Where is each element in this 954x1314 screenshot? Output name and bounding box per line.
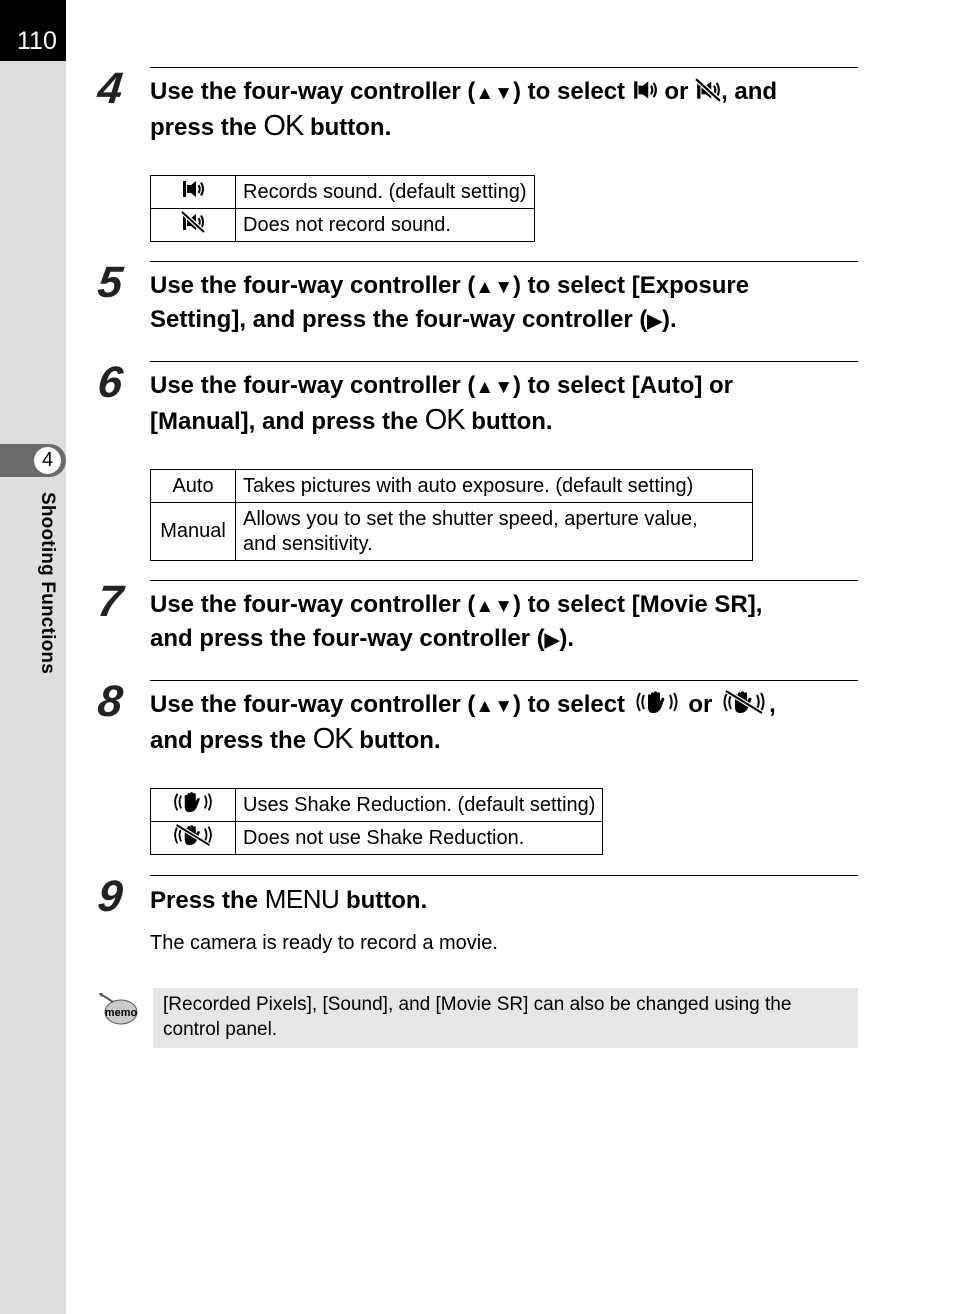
step-divider xyxy=(150,680,858,681)
cell-line: and sensitivity. xyxy=(243,532,373,555)
text: ) to select [Exposure xyxy=(513,272,750,299)
ok-button-label: OK xyxy=(263,110,304,142)
table-row xyxy=(151,176,535,209)
shake-reduction-options-table xyxy=(150,788,603,855)
shake-reduction-on-icon xyxy=(632,689,682,715)
table-cell xyxy=(236,503,753,561)
text: ). xyxy=(662,306,677,333)
text: press the xyxy=(150,114,264,141)
text: Use the four-way controller ( xyxy=(150,78,476,105)
ok-button-label: OK xyxy=(424,404,465,436)
text: and press the xyxy=(150,727,313,754)
text: ) to select [Auto] or xyxy=(513,372,734,399)
text: Use the four-way controller ( xyxy=(150,591,476,618)
icon-cell xyxy=(151,209,236,242)
speaker-off-icon xyxy=(695,78,721,102)
text: Use the four-way controller ( xyxy=(150,272,476,299)
memo-icon-label: memo xyxy=(104,1007,138,1019)
table-row xyxy=(151,822,603,855)
step-divider xyxy=(150,261,858,262)
icon-cell xyxy=(151,176,236,209)
exposure-options-table xyxy=(150,469,753,561)
text: or xyxy=(657,78,696,105)
table-key: Auto xyxy=(151,470,236,503)
table-cell: Uses Shake Reduction. (default setting) xyxy=(236,789,603,822)
text: or xyxy=(681,691,720,718)
chapter-number: 4 xyxy=(34,447,61,474)
step-instruction xyxy=(150,883,858,917)
text: Use the four-way controller ( xyxy=(150,372,476,399)
step-instruction xyxy=(150,370,858,438)
step-divider xyxy=(150,67,858,68)
text: Setting], and press the four-way controller ( xyxy=(150,306,648,333)
speaker-on-icon xyxy=(181,178,205,200)
ok-button-label: OK xyxy=(312,723,353,755)
step-instruction xyxy=(150,76,858,144)
step-instruction xyxy=(150,689,858,757)
text: [Manual], and press the xyxy=(150,408,425,435)
memo-note xyxy=(153,988,858,1048)
speaker-off-icon xyxy=(181,211,205,233)
step-divider xyxy=(150,875,858,876)
icon-cell xyxy=(151,789,236,822)
speaker-on-icon xyxy=(632,78,658,102)
text: and press the four-way controller ( xyxy=(150,625,545,652)
table-cell: Does not use Shake Reduction. xyxy=(236,822,603,855)
step-divider xyxy=(150,580,858,581)
up-down-arrow-icon: ▲▼ xyxy=(475,277,514,298)
menu-button-label: MENU xyxy=(264,884,340,914)
text: Press the xyxy=(150,887,265,914)
text: button. xyxy=(303,114,392,141)
memo-icon xyxy=(97,992,139,1028)
memo-line: [Recorded Pixels], [Sound], and [Movie SR] can also be changed using the xyxy=(163,994,792,1015)
table-cell: Takes pictures with auto exposure. (default setting) xyxy=(236,470,753,503)
step-number: 4 xyxy=(95,64,124,113)
text: ) to select xyxy=(513,691,632,718)
icon-cell xyxy=(151,822,236,855)
text: ). xyxy=(559,625,575,652)
text: ) to select [Movie SR], xyxy=(513,591,763,618)
table-row xyxy=(151,209,535,242)
cell-line: Allows you to set the shutter speed, aperture value, xyxy=(243,507,698,530)
table-cell: Records sound. (default setting) xyxy=(236,176,535,209)
text: button. xyxy=(464,408,553,435)
step-instruction xyxy=(150,589,858,657)
page-number: 110 xyxy=(0,0,66,61)
text: ) to select xyxy=(513,78,632,105)
text: , xyxy=(769,691,776,718)
sound-options-table xyxy=(150,175,535,242)
table-row xyxy=(151,470,753,503)
step-instruction xyxy=(150,270,858,338)
up-down-arrow-icon: ▲▼ xyxy=(475,596,514,617)
table-row xyxy=(151,789,603,822)
right-arrow-icon: ▶ xyxy=(647,311,663,332)
text: button. xyxy=(339,887,428,914)
text: , and xyxy=(721,78,778,105)
shake-reduction-off-icon xyxy=(171,823,215,847)
table-cell: Does not record sound. xyxy=(236,209,535,242)
step-number: 5 xyxy=(95,258,124,307)
shake-reduction-on-icon xyxy=(171,790,215,814)
step-number: 7 xyxy=(95,577,124,626)
chapter-title: Shooting Functions xyxy=(37,492,58,674)
up-down-arrow-icon: ▲▼ xyxy=(475,696,514,717)
up-down-arrow-icon: ▲▼ xyxy=(475,83,514,104)
up-down-arrow-icon: ▲▼ xyxy=(475,377,514,398)
memo-line: control panel. xyxy=(163,1019,278,1040)
shake-reduction-off-icon xyxy=(719,689,769,715)
table-row xyxy=(151,503,753,561)
text: button. xyxy=(352,727,441,754)
step-divider xyxy=(150,361,858,362)
table-key: Manual xyxy=(151,503,236,561)
step-number: 9 xyxy=(95,872,124,921)
step-9-result: The camera is ready to record a movie. xyxy=(150,932,498,954)
step-number: 8 xyxy=(95,677,124,726)
step-number: 6 xyxy=(95,358,124,407)
right-arrow-icon: ▶ xyxy=(544,630,560,651)
text: Use the four-way controller ( xyxy=(150,691,476,718)
